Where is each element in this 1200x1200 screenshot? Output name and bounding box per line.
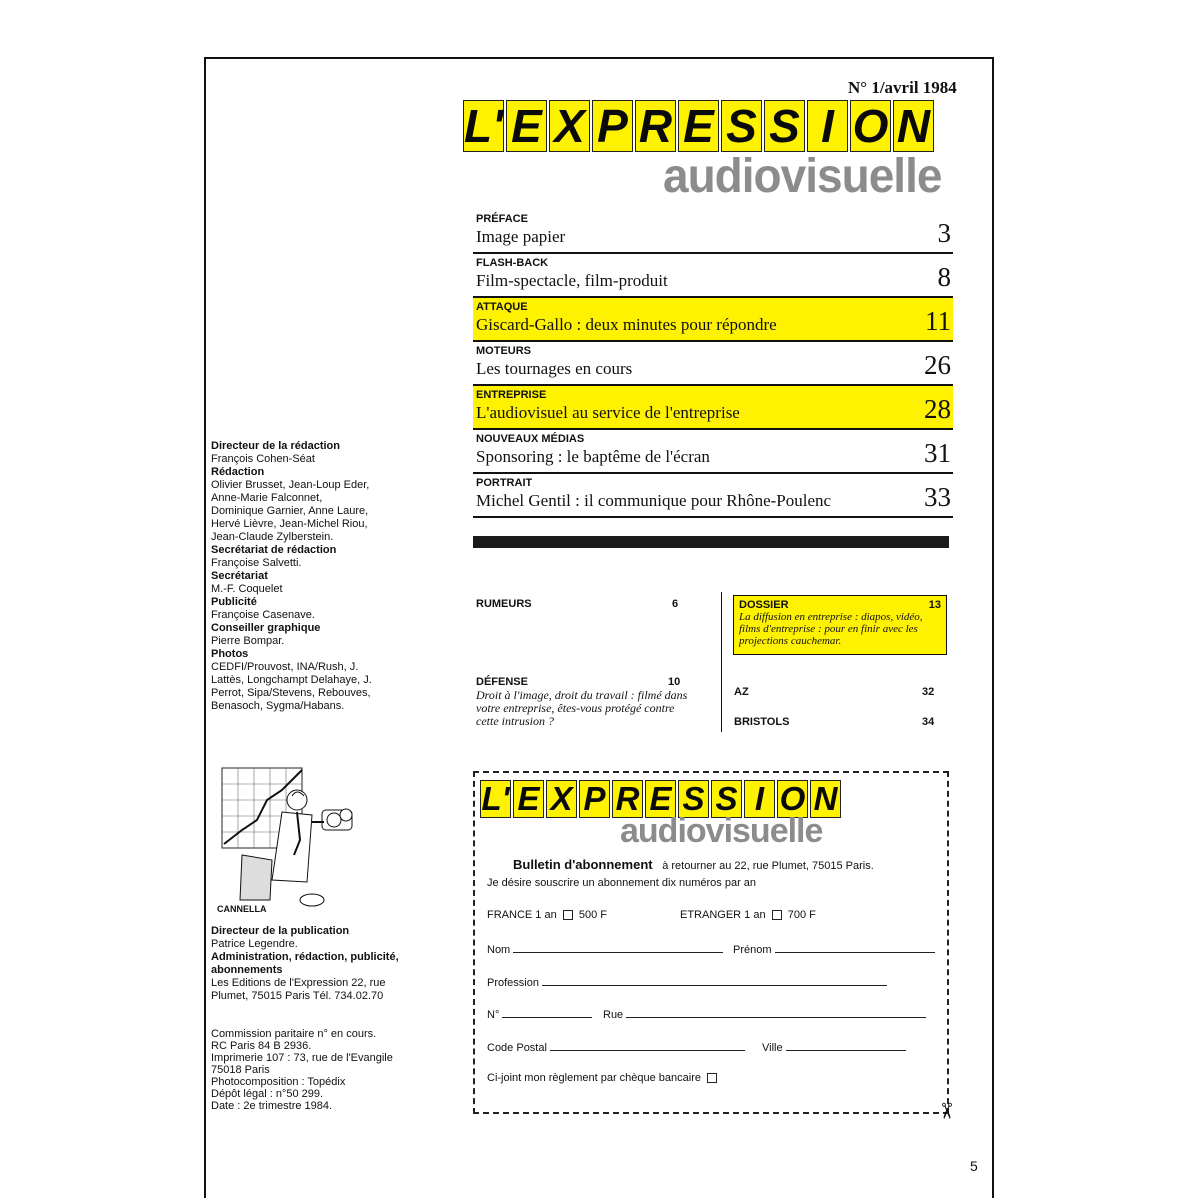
legal-line: Imprimerie 107 : 73, rue de l'Evangile — [211, 1052, 393, 1064]
credit-role: Directeur de la rédaction — [211, 440, 340, 452]
coupon-logo-letter: L' — [481, 780, 510, 817]
section-bristols-page: 34 — [922, 716, 935, 728]
credit-names: Françoise Casenave. — [211, 609, 315, 621]
toc-row[interactable] — [473, 298, 953, 342]
code-postal-field[interactable] — [487, 1040, 745, 1054]
prenom-field[interactable] — [733, 942, 935, 956]
credit-names: CEDFI/Prouvost, INA/Rush, J. Lattès, Longchampt Delahaye, J. Perrot, Sipa/Stevens, Rebouves, Benasoch, Sygma/Habans. — [211, 661, 372, 712]
coupon-logo-subtitle: audiovisuelle — [620, 812, 823, 850]
toc-category: ATTAQUE — [476, 301, 528, 313]
logo-letter: O — [850, 100, 891, 152]
credit-role: Secrétariat de rédaction — [211, 544, 337, 556]
option-france[interactable] — [487, 909, 607, 921]
toc-category: PRÉFACE — [476, 213, 528, 225]
toc-row[interactable] — [473, 474, 953, 518]
coupon-heading-row — [513, 857, 874, 872]
credit-names: Françoise Salvetti. — [211, 557, 302, 569]
toc-end-bar — [473, 536, 949, 548]
issue-label: N° 1/avril 1984 — [848, 78, 957, 97]
dossier-box — [733, 595, 947, 655]
profession-line[interactable] — [542, 975, 887, 986]
coupon-logo-letter: S — [711, 780, 742, 818]
option-etranger[interactable] — [680, 909, 816, 921]
etranger-checkbox[interactable] — [772, 910, 782, 920]
section-rumeurs-page: 6 — [672, 598, 679, 610]
logo-letter: R — [635, 100, 676, 152]
reglement-field[interactable] — [487, 1072, 720, 1084]
credit-names: François Cohen-Séat — [211, 453, 315, 465]
toc-row[interactable] — [473, 430, 953, 474]
logo-letter: S — [721, 100, 762, 152]
logo-letter: S — [764, 100, 805, 152]
section-dossier-page: 13 — [928, 599, 941, 611]
toc-page-number: 31 — [924, 438, 951, 468]
prenom-label: Prénom — [733, 944, 772, 956]
credit-role: Conseiller graphique — [211, 622, 321, 634]
toc-row[interactable] — [473, 210, 953, 254]
section-az-page: 32 — [922, 686, 935, 698]
toc-title: Sponsoring : le baptême de l'écran — [476, 447, 710, 466]
credit-role: Administration, rédaction, publicité, abonnements — [211, 951, 399, 976]
section-rumeurs-label: RUMEURS — [476, 598, 532, 610]
coupon-logo-letter: N — [810, 780, 841, 818]
column-divider — [721, 592, 722, 732]
coupon-intro: Je désire souscrire un abonnement dix numéros par an — [487, 877, 757, 889]
toc-title: L'audiovisuel au service de l'entreprise — [476, 403, 740, 422]
credits-block — [211, 440, 376, 713]
toc-category: PORTRAIT — [476, 477, 533, 489]
section-defense-label: DÉFENSE — [476, 676, 528, 688]
legal-line: Photocomposition : Topédix — [211, 1076, 346, 1088]
logo-letter: P — [592, 100, 633, 152]
scissors-icon: ✂ — [934, 1101, 960, 1121]
cartoon-signature: CANNELLA — [217, 904, 267, 914]
coupon-logo-letter: X — [546, 780, 577, 818]
coupon-logo-letter: O — [777, 780, 808, 818]
coupon-logo-letter: S — [678, 780, 709, 818]
legal-line: Dépôt légal : n°50 299. — [211, 1088, 324, 1100]
reglement-label: Ci-joint mon règlement par chèque bancaire — [487, 1072, 702, 1084]
toc-page-number: 33 — [924, 482, 951, 512]
credit-names: Les Editions de l'Expression 22, rue Plumet, 75015 Paris Tél. 734.02.70 — [211, 977, 386, 1002]
numero-label: N° — [487, 1009, 500, 1021]
legal-line: Commission paritaire n° en cours. — [211, 1028, 377, 1040]
logo-letter: N — [893, 100, 934, 152]
toc-category: FLASH-BACK — [476, 257, 549, 269]
magazine-logo-subtitle: audiovisuelle — [663, 147, 942, 203]
toc-row[interactable] — [473, 386, 953, 430]
section-az-label: AZ — [734, 686, 749, 698]
toc-category: ENTREPRISE — [476, 389, 547, 401]
toc-category: MOTEURS — [476, 345, 531, 357]
nom-field[interactable] — [487, 942, 723, 956]
option-france-price: 500 F — [578, 909, 607, 921]
coupon-logo-letter: R — [612, 780, 643, 818]
coupon-logo-letter: E — [645, 780, 676, 818]
toc-title: Image papier — [476, 227, 566, 246]
prenom-line[interactable] — [775, 942, 935, 953]
france-checkbox[interactable] — [563, 910, 573, 920]
legal-block — [211, 1028, 451, 1112]
toc-page-number: 26 — [924, 350, 951, 380]
publication-credits — [211, 925, 411, 1003]
legal-line: RC Paris 84 B 2936. — [211, 1040, 312, 1052]
legal-line: Date : 2e trimestre 1984. — [211, 1100, 333, 1112]
coupon-heading: Bulletin d'abonnement — [513, 857, 653, 872]
reglement-checkbox[interactable] — [707, 1073, 717, 1083]
credit-role: Rédaction — [211, 466, 265, 478]
logo-letter: E — [506, 100, 547, 152]
logo-letter: X — [549, 100, 590, 152]
toc-page-number: 11 — [925, 306, 951, 336]
magazine-logo — [463, 100, 934, 152]
toc-page-number: 28 — [924, 394, 951, 424]
toc-title: Giscard-Gallo : deux minutes pour répondre — [476, 315, 777, 334]
coupon-logo-letter: I — [744, 780, 775, 818]
nom-label: Nom — [487, 944, 511, 956]
credit-role: Photos — [211, 648, 249, 660]
nom-line[interactable] — [513, 942, 723, 953]
coupon-logo-letter: P — [579, 780, 610, 818]
toc-page-number: 3 — [937, 218, 951, 248]
toc-category: NOUVEAUX MÉDIAS — [476, 433, 585, 445]
code-postal-label: Code Postal — [487, 1042, 547, 1054]
ville-field[interactable] — [762, 1040, 906, 1054]
option-france-label: FRANCE 1 an — [487, 909, 557, 921]
credit-names: Patrice Legendre. — [211, 938, 298, 950]
logo-letter: E — [678, 100, 719, 152]
toc-row[interactable] — [473, 342, 953, 386]
ville-line[interactable] — [786, 1040, 906, 1051]
option-etranger-label: ETRANGER 1 an — [680, 909, 766, 921]
cartoon-illustration — [212, 760, 362, 920]
credit-names: Olivier Brusset, Jean-Loup Eder, Anne-Marie Falconnet, Dominique Garnier, Anne Laure, Hervé Lièvre, Jean-Michel Riou, Jean-Claude Zylberstein. — [211, 479, 370, 543]
section-dossier-desc: La diffusion en entreprise : diapos, vidéo, films d'entreprise : pour en finir avec les projections cauchemar. — [739, 611, 923, 647]
section-dossier-label: DOSSIER — [739, 599, 789, 611]
credit-role: Directeur de la publication — [211, 925, 350, 937]
profession-label: Profession — [487, 977, 539, 989]
logo-letter: L' — [463, 100, 504, 152]
section-defense-desc: Droit à l'image, droit du travail : filmé dans votre entreprise, êtes-vous protégé contre cette intrusion ? — [476, 688, 688, 728]
numero-field[interactable] — [487, 1007, 592, 1021]
table-of-contents — [473, 210, 953, 518]
credit-names: M.-F. Coquelet — [211, 583, 283, 595]
coupon-address: à retourner au 22, rue Plumet, 75015 Paris. — [662, 860, 874, 872]
credit-role: Publicité — [211, 596, 257, 608]
numero-line[interactable] — [502, 1007, 592, 1018]
page-number: 5 — [970, 1158, 978, 1174]
toc-page-number: 8 — [937, 262, 951, 292]
credit-role: Secrétariat — [211, 570, 268, 582]
legal-line: 75018 Paris — [211, 1064, 270, 1076]
toc-title: Michel Gentil : il communique pour Rhône-Poulenc — [476, 491, 832, 510]
section-bristols-label: BRISTOLS — [734, 716, 790, 728]
option-etranger-price: 700 F — [787, 909, 816, 921]
profession-field[interactable] — [487, 975, 887, 989]
logo-letter: I — [807, 100, 848, 152]
toc-title: Les tournages en cours — [476, 359, 633, 378]
ville-label: Ville — [762, 1042, 783, 1054]
toc-row[interactable] — [473, 254, 953, 298]
rue-line[interactable] — [626, 1007, 926, 1018]
rue-field[interactable] — [603, 1007, 926, 1021]
rue-label: Rue — [603, 1009, 624, 1021]
credit-names: Pierre Bompar. — [211, 635, 285, 647]
coupon-logo-letter: E — [513, 780, 544, 818]
toc-title: Film-spectacle, film-produit — [476, 271, 668, 290]
code-postal-line[interactable] — [550, 1040, 745, 1051]
section-defense-page: 10 — [668, 676, 681, 688]
